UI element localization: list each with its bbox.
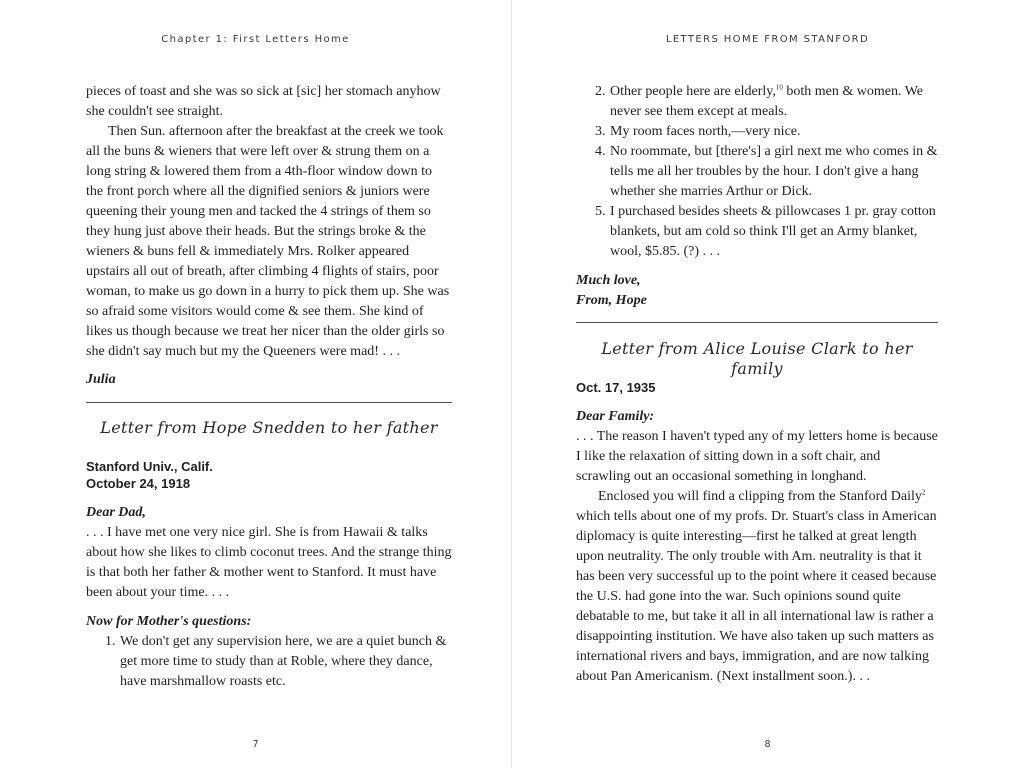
letter-date: Oct. 17, 1935 — [576, 380, 656, 395]
letter-heading: Letter from Alice Louise Clark to her family — [601, 339, 913, 378]
subhead: Now for Mother's questions: — [86, 614, 252, 629]
letter-location: Stanford Univ., Calif. — [86, 459, 213, 474]
paragraph-text: Enclosed you will find a clipping from the Stanford Daily — [598, 489, 922, 504]
left-page — [0, 0, 511, 768]
running-head: LETTERS HOME FROM STANFORD — [665, 34, 870, 45]
letter-heading: Letter from Hope Snedden to her father — [100, 418, 438, 437]
list-item — [595, 82, 938, 122]
right-page — [512, 0, 1023, 768]
salutation: Dear Family: — [576, 409, 655, 424]
letter-body: . . . The reason I haven't typed any of my letters home is because I like the relaxation of sitting down in a soft chair, and scrawling out an occasional something in longhand. — [576, 429, 938, 484]
running-head: Chapter 1: First Letters Home — [161, 34, 350, 45]
left-text-column — [86, 82, 452, 692]
list-item — [595, 122, 938, 142]
continued-paragraph: pieces of toast and she was so sick at [sic] her stomach anyhow she couldn't see straight. — [86, 84, 441, 119]
page-number: 7 — [252, 739, 259, 750]
section-divider — [86, 402, 452, 403]
list-item — [105, 632, 452, 692]
list-text: No roommate, but [there's] a girl next me who comes in & tells me all her troubles by the hour. I don't give a hang whether she marries Arthur or Dick. — [610, 144, 938, 199]
closing-signature: From, Hope — [576, 293, 647, 308]
paragraph-text: which tells about one of my profs. Dr. Stuart's class in American diplomacy is quite interesting—first he talked at great length upon neutrality. The only trouble with Am. neutrality is that it has been very successful up to the point where it ceased because the U.S. had gone into the war. Such opinions sound quite debatable to me, but take it all in all international law is rather a disappointing institution. We have also taken up such matters as international rivers and bays, immigration, and are now talking about Pan Americanism. (Next installment soon.). . . — [576, 509, 937, 684]
numbered-list — [595, 82, 938, 262]
letter-body — [576, 487, 938, 687]
section-divider — [576, 322, 938, 323]
letter-body: . . . I have met one very nice girl. She is from Hawaii & talks about how she likes to climb coconut trees. And the strange thing is that both her father & mother went to Stanford. It must have been about your time. . . . — [86, 525, 452, 600]
numbered-list — [105, 632, 452, 692]
list-number: 4. — [595, 144, 606, 159]
body-paragraph: Then Sun. afternoon after the breakfast at the creek we took all the buns & wieners that were left over & strung them on a long string & lowered them from a 4th-floor window down to the front porch where all the dignified seniors & juniors were queening their young men and tacked the 4 strings of them so they hung just above their heads. But the strings broke & the wieners & buns fell & immediately Mrs. Rolker appeared upstairs all out of breath, after climbing 4 flights of stairs, poor woman, to make us go down in a hurry to pick them up. She was so afraid some visitors would come & see them. She kind of likes us though because we treat her nicer than the older girls so she didn't say much but my the Queeners were mad! . . . — [86, 124, 450, 359]
right-text-column — [576, 82, 938, 687]
list-text: Other people here are elderly, — [610, 84, 776, 99]
footnote-marker[interactable]: 10 — [775, 83, 783, 92]
signature: Julia — [86, 372, 116, 387]
list-number: 2. — [595, 84, 606, 99]
list-number: 5. — [595, 204, 606, 219]
list-number: 1. — [105, 634, 116, 649]
list-text: both men & women. We never see them except at meals. — [610, 84, 923, 119]
closing-line: Much love, — [576, 273, 641, 288]
page-number: 8 — [764, 739, 771, 750]
list-text: My room faces north,—very nice. — [610, 124, 801, 139]
list-item — [595, 202, 938, 262]
footnote-marker[interactable]: 2 — [921, 488, 926, 497]
list-text: We don't get any supervision here, we are a quiet bunch & get more time to study than at Roble, where they dance, have marshmallow roasts etc. — [120, 634, 447, 689]
list-text: I purchased besides sheets & pillowcases 1 pr. gray cotton blankets, but am cold so think I'll get an Army blanket, wool, $5.85. (?) . . . — [610, 204, 936, 259]
salutation: Dear Dad, — [86, 505, 146, 520]
letter-date: October 24, 1918 — [86, 476, 191, 491]
list-item — [595, 142, 938, 202]
list-number: 3. — [595, 124, 606, 139]
